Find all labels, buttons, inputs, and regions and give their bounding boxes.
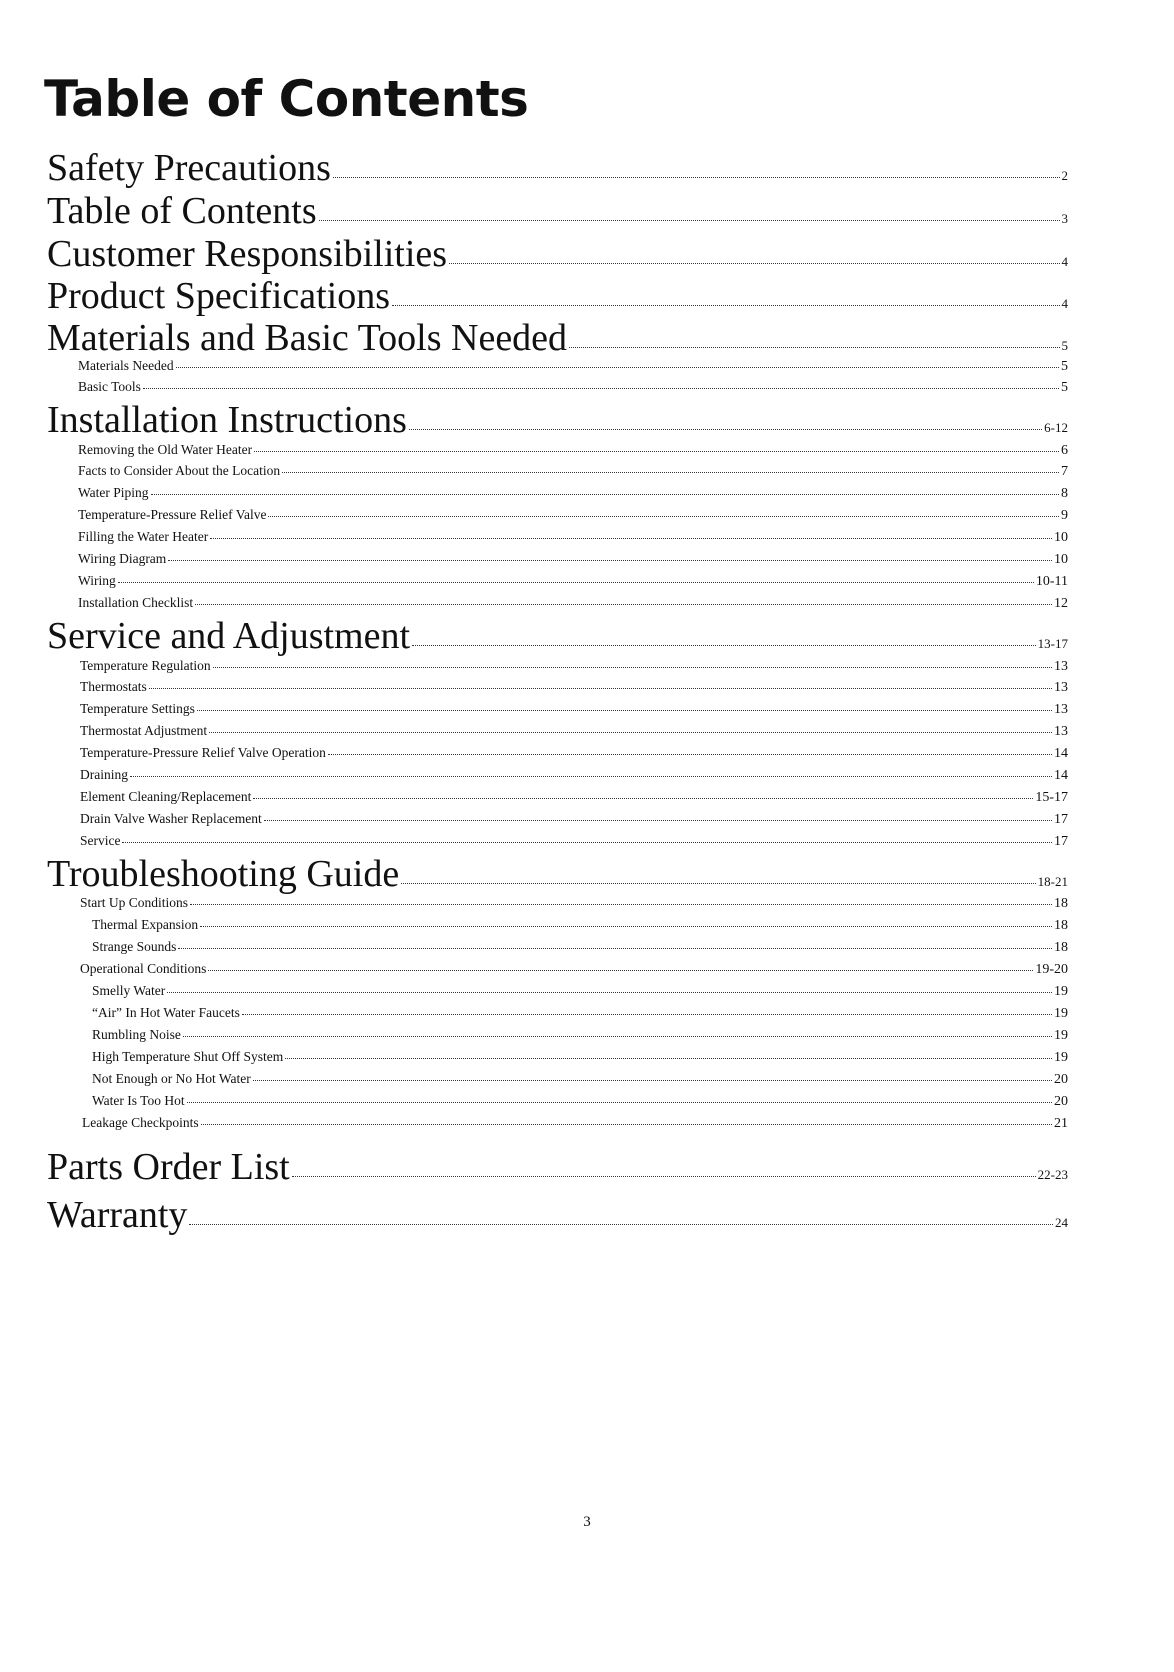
toc-page-number: 20 — [1054, 1072, 1068, 1087]
toc-page-number: 18 — [1054, 896, 1068, 911]
toc-entry-label: Product Specifications — [47, 275, 390, 317]
toc-entry-label: Customer Responsibilities — [47, 233, 448, 275]
toc-page-number: 19 — [1054, 984, 1068, 999]
toc-page-number: 9 — [1061, 508, 1068, 523]
dot-leader — [333, 177, 1060, 178]
toc-page-number: 5 — [1061, 338, 1068, 353]
dot-leader — [187, 1102, 1052, 1103]
dot-leader — [213, 667, 1052, 668]
toc-page-number: 19 — [1054, 1050, 1068, 1065]
toc-page-number: 12 — [1054, 596, 1068, 611]
toc-page-number: 10 — [1054, 530, 1068, 545]
toc-page-number: 10 — [1054, 552, 1068, 567]
toc-page-number: 15-17 — [1035, 790, 1068, 805]
toc-row[interactable] — [47, 1147, 1068, 1187]
toc-row[interactable] — [47, 400, 1068, 440]
toc-page-number: 5 — [1061, 359, 1068, 374]
toc-row[interactable] — [47, 616, 1068, 656]
toc-page-number: 13 — [1054, 724, 1068, 739]
toc-entry-label: Parts Order List — [47, 1146, 290, 1188]
toc-page-number: 2 — [1061, 168, 1068, 183]
toc-entry-label: Troubleshooting Guide — [47, 853, 400, 895]
toc-page-number: 20 — [1054, 1094, 1068, 1109]
dot-leader — [242, 1014, 1052, 1015]
toc-page-number: 8 — [1061, 486, 1068, 501]
dot-leader — [200, 926, 1052, 927]
toc-entry-label: Start Up Conditions — [80, 895, 189, 910]
toc-entry-label: Wiring — [78, 573, 116, 588]
toc-row[interactable] — [92, 1047, 1068, 1067]
dot-leader — [254, 451, 1059, 452]
toc-entry-label: Smelly Water — [92, 983, 166, 998]
toc-page-number: 24 — [1055, 1215, 1068, 1230]
toc-entry-label: “Air” In Hot Water Faucets — [92, 1005, 240, 1020]
toc-page-number: 4 — [1061, 254, 1068, 269]
toc-row[interactable] — [78, 593, 1068, 613]
dot-leader — [208, 970, 1033, 971]
toc-entry-label: Operational Conditions — [80, 961, 207, 976]
toc-row[interactable] — [78, 571, 1068, 591]
toc-page-number: 13 — [1054, 680, 1068, 695]
toc-page-number: 4 — [1061, 296, 1068, 311]
toc-page-number: 18 — [1054, 918, 1068, 933]
dot-leader — [190, 904, 1052, 905]
toc-page-number: 6 — [1061, 443, 1068, 458]
toc-row[interactable] — [82, 1113, 1068, 1133]
toc-entry-label: Water Piping — [78, 485, 149, 500]
dot-leader — [569, 347, 1059, 348]
toc-row[interactable] — [92, 1091, 1068, 1111]
toc-page-number: 21 — [1054, 1116, 1068, 1131]
toc-row[interactable] — [47, 191, 1068, 231]
toc-page-number: 3 — [1061, 211, 1068, 226]
toc-row[interactable] — [47, 854, 1068, 894]
dot-leader — [183, 1036, 1052, 1037]
toc-page-number: 17 — [1054, 812, 1068, 827]
toc-page-number: 22-23 — [1037, 1167, 1068, 1182]
toc-entry-label: Service and Adjustment — [47, 615, 411, 657]
toc-row[interactable] — [80, 656, 1068, 676]
toc-page-number: 19 — [1054, 1006, 1068, 1021]
toc-entry-label: Facts to Consider About the Location — [78, 463, 281, 478]
dot-leader — [167, 992, 1052, 993]
dot-leader — [197, 710, 1052, 711]
toc-page-number: 6-12 — [1044, 420, 1068, 435]
toc-entry-label: Temperature-Pressure Relief Valve Operation — [80, 745, 326, 760]
dot-leader — [168, 560, 1052, 561]
toc-entry-label: Thermostat Adjustment — [80, 723, 208, 738]
dot-leader — [195, 604, 1052, 605]
toc-row[interactable] — [80, 809, 1068, 829]
toc-row[interactable] — [78, 440, 1068, 460]
toc-row[interactable] — [47, 234, 1068, 274]
toc-row[interactable] — [92, 981, 1068, 1001]
dot-leader — [189, 1224, 1053, 1225]
toc-row[interactable] — [80, 699, 1068, 719]
toc-row[interactable] — [80, 893, 1068, 913]
toc-page-number: 13 — [1054, 702, 1068, 717]
toc-row[interactable] — [78, 461, 1068, 481]
toc-entry-label: Element Cleaning/Replacement — [80, 789, 252, 804]
dot-leader — [268, 516, 1059, 517]
toc-row[interactable] — [78, 527, 1068, 547]
toc-page-number: 14 — [1054, 768, 1068, 783]
toc-row[interactable] — [92, 1069, 1068, 1089]
toc-entry-label: Temperature-Pressure Relief Valve — [78, 507, 267, 522]
toc-page-number: 19-20 — [1035, 962, 1068, 977]
toc-row[interactable] — [47, 318, 1068, 358]
toc-page-number: 19 — [1054, 1028, 1068, 1043]
dot-leader — [253, 1080, 1052, 1081]
dot-leader — [253, 798, 1033, 799]
toc-row[interactable] — [80, 721, 1068, 741]
toc-entry-label: Thermal Expansion — [92, 917, 199, 932]
dot-leader — [412, 645, 1036, 646]
toc-entry-label: Leakage Checkpoints — [82, 1115, 199, 1130]
dot-leader — [130, 776, 1052, 777]
toc-entry-label: Temperature Settings — [80, 701, 195, 716]
toc-row[interactable] — [92, 915, 1068, 935]
dot-leader — [201, 1124, 1052, 1125]
toc-page-number: 10-11 — [1035, 574, 1068, 589]
dot-leader — [449, 263, 1059, 264]
toc-entry-label: Basic Tools — [78, 379, 141, 394]
toc-entry-label: Materials and Basic Tools Needed — [47, 317, 568, 359]
dot-leader — [319, 220, 1060, 221]
dot-leader — [176, 367, 1059, 368]
dot-leader — [285, 1058, 1052, 1059]
toc-row[interactable] — [78, 549, 1068, 569]
toc-entry-label: Water Is Too Hot — [92, 1093, 185, 1108]
toc-row[interactable] — [92, 1025, 1068, 1045]
toc-row[interactable] — [80, 787, 1068, 807]
toc-row[interactable] — [47, 1195, 1068, 1235]
toc-row[interactable] — [80, 765, 1068, 785]
toc-page-number: 7 — [1061, 464, 1068, 479]
toc-entry-label: Draining — [80, 767, 128, 782]
dot-leader — [292, 1176, 1036, 1177]
toc-row[interactable] — [78, 356, 1068, 376]
toc-entry-label: Installation Instructions — [47, 399, 407, 441]
dot-leader — [209, 732, 1052, 733]
dot-leader — [143, 388, 1059, 389]
toc-entry-label: Not Enough or No Hot Water — [92, 1071, 251, 1086]
page-title: Table of Contents — [44, 70, 529, 128]
toc-entry-label: Wiring Diagram — [78, 551, 167, 566]
toc-row[interactable] — [92, 1003, 1068, 1023]
toc-entry-label: Thermostats — [80, 679, 147, 694]
dot-leader — [264, 820, 1052, 821]
toc-entry-label: Rumbling Noise — [92, 1027, 181, 1042]
toc-row[interactable] — [92, 937, 1068, 957]
toc-row[interactable] — [80, 677, 1068, 697]
toc-row[interactable] — [47, 276, 1068, 316]
toc-row[interactable] — [78, 483, 1068, 503]
toc-entry-label: Removing the Old Water Heater — [78, 442, 253, 457]
dot-leader — [151, 494, 1059, 495]
toc-entry-label: Materials Needed — [78, 358, 174, 373]
toc-entry-label: Warranty — [47, 1194, 188, 1236]
footer-page-number: 3 — [583, 1514, 591, 1530]
toc-entry-label: Temperature Regulation — [80, 658, 211, 673]
toc-entry-label: Installation Checklist — [78, 595, 194, 610]
toc-entry-label: Drain Valve Washer Replacement — [80, 811, 262, 826]
dot-leader — [392, 305, 1060, 306]
toc-entry-label: Filling the Water Heater — [78, 529, 209, 544]
toc-page-number: 17 — [1054, 834, 1068, 849]
dot-leader — [118, 582, 1034, 583]
toc-row[interactable] — [78, 505, 1068, 525]
toc-row[interactable] — [80, 743, 1068, 763]
toc-row[interactable] — [80, 831, 1068, 851]
toc-entry-label: Strange Sounds — [92, 939, 177, 954]
toc-entry-label: High Temperature Shut Off System — [92, 1049, 284, 1064]
dot-leader — [149, 688, 1052, 689]
toc-entry-label: Table of Contents — [47, 190, 317, 232]
toc-row[interactable] — [78, 377, 1068, 397]
toc-page-number: 18-21 — [1037, 874, 1068, 889]
toc-row[interactable] — [80, 959, 1068, 979]
dot-leader — [328, 754, 1052, 755]
dot-leader — [122, 842, 1052, 843]
dot-leader — [409, 429, 1042, 430]
toc-page-number: 18 — [1054, 940, 1068, 955]
dot-leader — [401, 883, 1035, 884]
toc-entry-label: Safety Precautions — [47, 147, 331, 189]
dot-leader — [178, 948, 1052, 949]
toc-page-number: 5 — [1061, 380, 1068, 395]
toc-row[interactable] — [47, 148, 1068, 188]
toc-entry-label: Service — [80, 833, 121, 848]
toc-page-number: 14 — [1054, 746, 1068, 761]
toc-page-number: 13-17 — [1037, 636, 1068, 651]
toc-page-number: 13 — [1054, 659, 1068, 674]
dot-leader — [210, 538, 1052, 539]
dot-leader — [282, 472, 1059, 473]
